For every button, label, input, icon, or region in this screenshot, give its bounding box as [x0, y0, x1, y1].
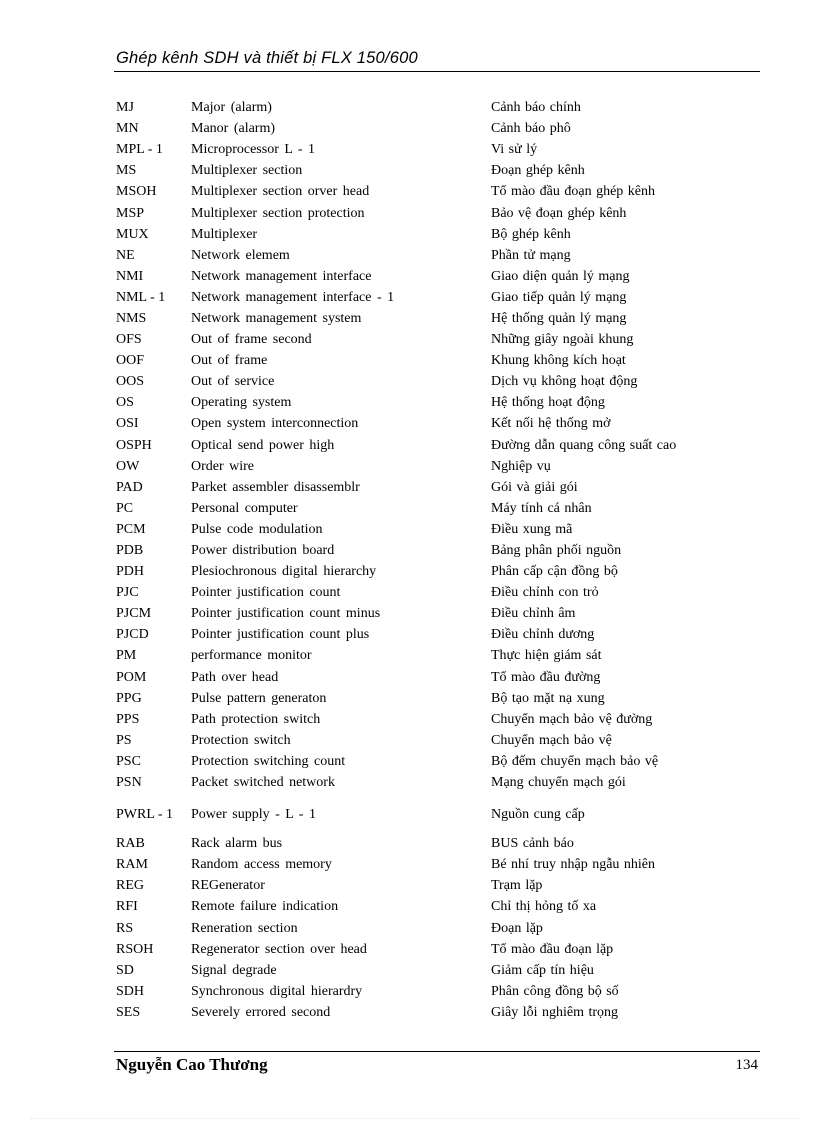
- english-term: Pointer justification count minus: [191, 606, 381, 622]
- abbreviation-row: [116, 1002, 756, 1023]
- header-title: Ghép kênh SDH và thiết bị FLX 150/600: [116, 49, 418, 67]
- english-term: Network elemem: [191, 247, 290, 263]
- abbreviation: PCM: [116, 521, 146, 537]
- abbreviation: NMI: [116, 268, 144, 284]
- abbreviation: SDH: [116, 983, 145, 999]
- english-term: Open system interconnection: [191, 416, 359, 432]
- english-term: Power distribution board: [191, 543, 335, 559]
- abbreviation-row: [116, 456, 756, 477]
- abbreviation-row: [116, 917, 756, 938]
- abbreviation: MSP: [116, 205, 145, 221]
- vietnamese-translation: Cảnh báo chính: [491, 100, 581, 116]
- english-term: Packet switched network: [191, 775, 335, 791]
- abbreviation: PJC: [116, 585, 139, 601]
- vietnamese-translation: Bộ đếm chuyển mạch bảo vệ: [491, 753, 659, 769]
- abbreviation-row: [116, 329, 756, 350]
- vietnamese-translation: Điều chỉnh âm: [491, 606, 576, 622]
- vietnamese-translation: Tổ mào đầu đường: [491, 669, 601, 685]
- vietnamese-translation: Đoạn ghép kênh: [491, 163, 585, 179]
- english-term: Operating system: [191, 395, 292, 411]
- abbreviation-row: [116, 435, 756, 456]
- vietnamese-translation: Chuyển mạch bảo vệ đường: [491, 711, 653, 727]
- english-term: Pointer justification count plus: [191, 627, 370, 643]
- english-term: Out of frame: [191, 353, 268, 369]
- english-term: Multiplexer section orver head: [191, 184, 370, 200]
- english-term: Personal computer: [191, 500, 298, 516]
- abbreviation-row: [116, 498, 756, 519]
- abbreviation-row: [116, 181, 756, 202]
- english-term: Out of frame second: [191, 332, 312, 348]
- abbreviation: PS: [116, 732, 132, 748]
- abbreviation: PPG: [116, 690, 142, 706]
- english-term: Power supply - L - 1: [191, 806, 316, 822]
- english-term: Manor (alarm): [191, 121, 276, 137]
- english-term: Rack alarm bus: [191, 836, 283, 852]
- english-term: Protection switching count: [191, 753, 346, 769]
- abbreviation-row: [116, 118, 756, 139]
- english-term: Protection switch: [191, 732, 291, 748]
- abbreviation: PC: [116, 500, 134, 516]
- abbreviation: OOF: [116, 353, 145, 369]
- abbreviation: PSC: [116, 753, 141, 769]
- vietnamese-translation: Phần tử mạng: [491, 247, 571, 263]
- abbreviation: PAD: [116, 479, 143, 495]
- abbreviation: POM: [116, 669, 147, 685]
- english-term: Plesiochronous digital hierarchy: [191, 564, 377, 580]
- vietnamese-translation: Trạm lặp: [491, 878, 543, 894]
- abbreviation: SD: [116, 962, 134, 978]
- abbreviation-row: [116, 160, 756, 181]
- abbreviation: REG: [116, 878, 144, 894]
- english-term: Random access memory: [191, 857, 332, 873]
- vietnamese-translation: Tổ mào đầu đoạn lặp: [491, 941, 614, 957]
- page-edge-divider: [30, 1118, 800, 1119]
- abbreviation-row: [116, 667, 756, 688]
- abbreviation: PWRL - 1: [116, 806, 174, 822]
- abbreviation-row: [116, 266, 756, 287]
- abbreviation-row: [116, 561, 756, 582]
- abbreviation-row: [116, 350, 756, 371]
- vietnamese-translation: Phân cấp cận đồng bộ: [491, 564, 618, 580]
- english-term: Major (alarm): [191, 100, 272, 116]
- vietnamese-translation: Bộ tạo mặt nạ xung: [491, 690, 605, 706]
- abbreviation-row: [116, 582, 756, 603]
- abbreviation: OFS: [116, 332, 142, 348]
- english-term: Parket assembler disassemblr: [191, 479, 360, 495]
- abbreviation-row: [116, 896, 756, 917]
- abbreviation: PJCD: [116, 627, 149, 643]
- abbreviation-row: [116, 795, 756, 833]
- english-term: REGenerator: [191, 878, 265, 894]
- vietnamese-translation: Những giây ngoài khung: [491, 332, 634, 348]
- vietnamese-translation: Chỉ thị hỏng tố xa: [491, 899, 597, 915]
- english-term: Out of service: [191, 374, 275, 390]
- english-term: Pulse code modulation: [191, 521, 323, 537]
- abbreviation: RFI: [116, 899, 138, 915]
- vietnamese-translation: Khung không kích hoạt: [491, 353, 626, 369]
- vietnamese-translation: Bộ ghép kênh: [491, 226, 571, 242]
- abbreviation: OW: [116, 458, 140, 474]
- vietnamese-translation: Giao diện quản lý mạng: [491, 268, 630, 284]
- english-term: Reneration section: [191, 920, 298, 936]
- english-term: Network management system: [191, 310, 362, 326]
- abbreviation-row: [116, 645, 756, 666]
- abbreviation-row: [116, 960, 756, 981]
- english-term: Pulse pattern generaton: [191, 690, 327, 706]
- vietnamese-translation: Phân công đồng bộ số: [491, 983, 619, 999]
- english-term: Path protection switch: [191, 711, 321, 727]
- abbreviation: MJ: [116, 100, 134, 116]
- abbreviation-row: [116, 603, 756, 624]
- abbreviation-row: [116, 540, 756, 561]
- vietnamese-translation: Cảnh báo phô: [491, 121, 571, 137]
- vietnamese-translation: Nguồn cung cấp: [491, 806, 585, 822]
- vietnamese-translation: Nghiệp vụ: [491, 458, 551, 474]
- abbreviation-row: [116, 371, 756, 392]
- abbreviation: NML - 1: [116, 289, 166, 305]
- abbreviation-row: [116, 939, 756, 960]
- abbreviation-row: [116, 287, 756, 308]
- vietnamese-translation: Gói và giải gói: [491, 479, 578, 495]
- abbreviation: RS: [116, 920, 134, 936]
- english-term: Order wire: [191, 458, 255, 474]
- abbreviation-row: [116, 519, 756, 540]
- english-term: Multiplexer section: [191, 163, 303, 179]
- abbreviation: SES: [116, 1004, 141, 1020]
- abbreviation: RSOH: [116, 941, 154, 957]
- vietnamese-translation: Giao tiếp quản lý mạng: [491, 289, 627, 305]
- abbreviation-row: [116, 833, 756, 854]
- abbreviation: MS: [116, 163, 137, 179]
- abbreviation: MSOH: [116, 184, 157, 200]
- abbreviation-row: [116, 413, 756, 434]
- vietnamese-translation: Giảm cấp tín hiệu: [491, 962, 594, 978]
- abbreviation-row: [116, 875, 756, 896]
- english-term: Network management interface - 1: [191, 289, 395, 305]
- abbreviation-row: [116, 477, 756, 498]
- abbreviation: RAM: [116, 857, 148, 873]
- vietnamese-translation: Kết nối hệ thống mở: [491, 416, 611, 432]
- abbreviation: OSPH: [116, 437, 152, 453]
- english-term: Severely errored second: [191, 1004, 331, 1020]
- vietnamese-translation: Đường dẫn quang công suất cao: [491, 437, 677, 453]
- abbreviation: PSN: [116, 775, 142, 791]
- abbreviation: OS: [116, 395, 134, 411]
- vietnamese-translation: Bảng phân phối nguồn: [491, 543, 622, 559]
- vietnamese-translation: Đoạn lặp: [491, 920, 543, 936]
- abbreviation: OSI: [116, 416, 139, 432]
- abbreviation: NE: [116, 247, 135, 263]
- vietnamese-translation: Thực hiện giám sát: [491, 648, 602, 664]
- vietnamese-translation: Máy tính cá nhân: [491, 500, 592, 516]
- abbreviation: PPS: [116, 711, 140, 727]
- vietnamese-translation: Bé nhí truy nhập ngẫu nhiên: [491, 857, 656, 873]
- english-term: Synchronous digital hierardry: [191, 983, 363, 999]
- abbreviation-row: [116, 772, 756, 793]
- abbreviation-row: [116, 97, 756, 118]
- vietnamese-translation: Chuyển mạch bảo vệ: [491, 732, 612, 748]
- english-term: Remote failure indication: [191, 899, 339, 915]
- english-term: Multiplexer: [191, 226, 258, 242]
- english-term: performance monitor: [191, 648, 312, 664]
- vietnamese-translation: Điều chỉnh dương: [491, 627, 595, 643]
- footer-divider: [114, 1051, 760, 1052]
- abbreviation: RAB: [116, 836, 145, 852]
- english-term: Regenerator section over head: [191, 941, 367, 957]
- abbreviation-row: [116, 308, 756, 329]
- abbreviation-row: [116, 981, 756, 1002]
- vietnamese-translation: BUS cảnh báo: [491, 836, 574, 852]
- abbreviation: OOS: [116, 374, 145, 390]
- abbreviation-row: [116, 688, 756, 709]
- abbreviation: NMS: [116, 310, 147, 326]
- abbreviation-row: [116, 730, 756, 751]
- vietnamese-translation: Hệ thống hoạt động: [491, 395, 605, 411]
- abbreviation-row: [116, 202, 756, 223]
- header-divider: [114, 71, 760, 72]
- abbreviation-row: [116, 245, 756, 266]
- english-term: Pointer justification count: [191, 585, 341, 601]
- abbreviation-row: [116, 751, 756, 772]
- vietnamese-translation: Dịch vụ không hoạt động: [491, 374, 638, 390]
- vietnamese-translation: Mạng chuyển mạch gói: [491, 775, 626, 791]
- abbreviation-row: [116, 709, 756, 730]
- footer-author: Nguyễn Cao Thương: [116, 1055, 268, 1074]
- abbreviation-row: [116, 392, 756, 413]
- abbreviation-row: [116, 224, 756, 245]
- vietnamese-translation: Tổ mào đầu đoạn ghép kênh: [491, 184, 656, 200]
- page-number: 134: [735, 1057, 758, 1073]
- abbreviation: PDH: [116, 564, 145, 580]
- vietnamese-translation: Điều xung mã: [491, 521, 573, 537]
- abbreviation-row: [116, 139, 756, 160]
- abbreviation-list: [116, 97, 756, 1023]
- abbreviation: PM: [116, 648, 137, 664]
- abbreviation: PJCM: [116, 606, 152, 622]
- abbreviation-row: [116, 854, 756, 875]
- english-term: Signal degrade: [191, 962, 277, 978]
- english-term: Path over head: [191, 669, 279, 685]
- english-term: Microprocessor L - 1: [191, 142, 316, 158]
- vietnamese-translation: Vi sử lý: [491, 142, 538, 158]
- abbreviation: MPL - 1: [116, 142, 163, 158]
- english-term: Multiplexer section protection: [191, 205, 365, 221]
- english-term: Network management interface: [191, 268, 372, 284]
- abbreviation: MUX: [116, 226, 149, 242]
- vietnamese-translation: Hệ thống quản lý mạng: [491, 310, 627, 326]
- vietnamese-translation: Điều chỉnh con trỏ: [491, 585, 599, 601]
- english-term: Optical send power high: [191, 437, 335, 453]
- vietnamese-translation: Giây lỗi nghiêm trọng: [491, 1004, 619, 1020]
- abbreviation: MN: [116, 121, 139, 137]
- vietnamese-translation: Bảo vệ đoạn ghép kênh: [491, 205, 627, 221]
- abbreviation: PDB: [116, 543, 144, 559]
- abbreviation-row: [116, 624, 756, 645]
